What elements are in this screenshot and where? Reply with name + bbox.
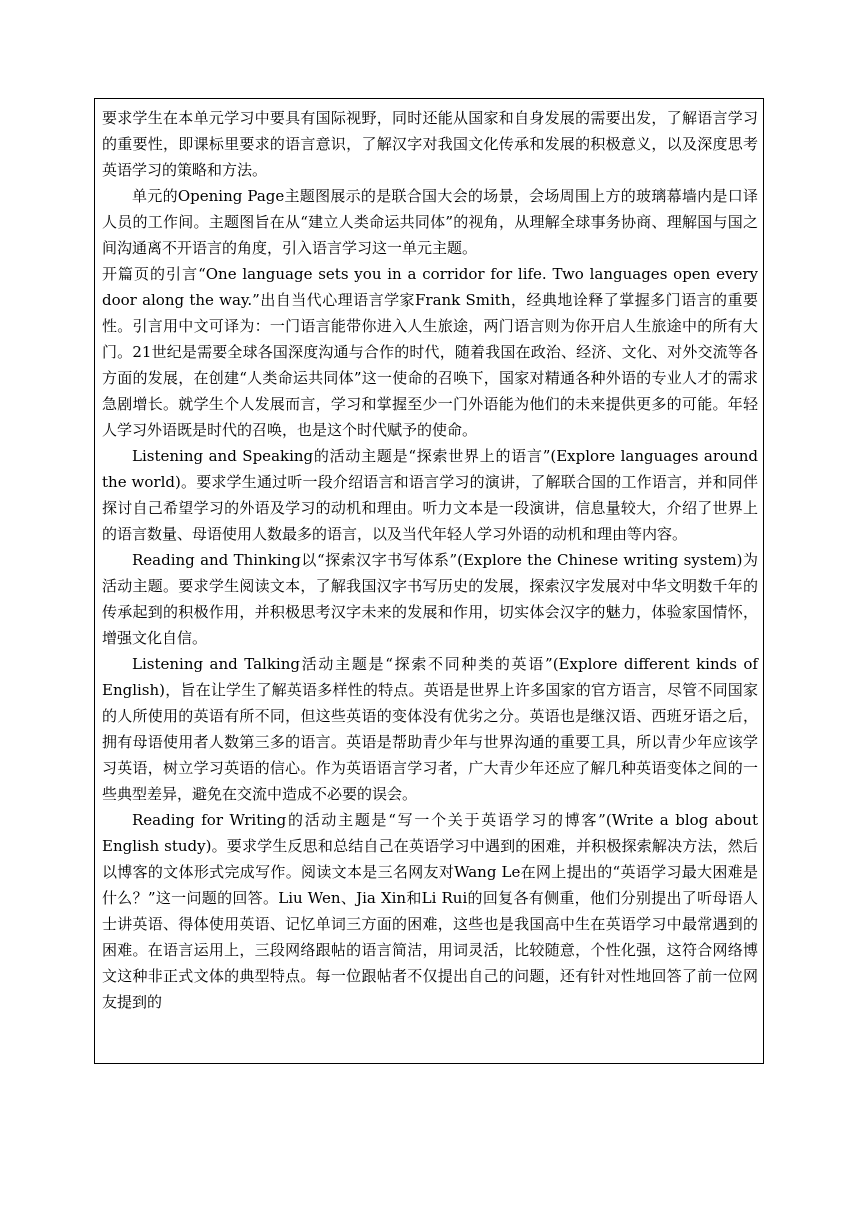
paragraph-opening-page: 单元的Opening Page主题图展示的是联合国大会的场景，会场周围上方的玻璃幕墙内是口译人员的工作间。主题图旨在从“建立人类命运共同体”的视角，从理解全球事务协商、理解国与国之间沟通离不开语言的角度，引入语言学习这一单元主题。 [102,187,758,257]
paragraph-reading-writing: Reading for Writing的活动主题是“写一个关于英语学习的博客”(Write a blog about English study)。要求学生反思和总结自己在英语学习中遇到的困难，并积极探索解决方法，然后以博客的文体形式完成写作。阅读文本是三名网友对Wang Le在网上提出的“英语学习最大困难是什么？”这一问题的回答。Liu Wen、Jia Xin和Li Rui的回复各有侧重，他们分别提出了听母语人士讲英语、得体使用英语、记忆单词三方面的困难，这些也是我国高中生在英语学习中最常遇到的困难。在语言运用上，三段网络跟帖的语言简洁，用词灵活，比较随意，个性化强，这符合网络博文这种非正式文体的典型特点。每一位跟帖者不仅提出自己的问题，还有针对性地回答了前一位网友提到的 [102,811,758,1011]
text-box-frame [94,98,764,1064]
paragraph-reading-thinking: Reading and Thinking以“探索汉字书写体系”(Explore the Chinese writing system)为活动主题。要求学生阅读文本，了解我国汉字书写历史的发展，探索汉字发展对中华文明数千年的传承起到的积极作用，并积极思考汉字未来的发展和作用，切实体会汉字的魅力，体验家国情怀，增强文化自信。 [102,551,758,647]
paragraph-listening-speaking: Listening and Speaking的活动主题是“探索世界上的语言”(Explore languages around the world)。要求学生通过听一段介绍语言和语言学习的演讲，了解联合国的工作语言，并和同伴探讨自己希望学习的外语及学习的动机和理由。听力文本是一段演讲，信息量较大，介绍了世界上的语言数量、母语使用人数最多的语言，以及当代年轻人学习外语的动机和理由等内容。 [102,447,758,543]
paragraph-intro: 要求学生在本单元学习中要具有国际视野，同时还能从国家和自身发展的需要出发，了解语言学习的重要性，即课标里要求的语言意识，了解汉字对我国文化传承和发展的积极意义，以及深度思考英语学习的策略和方法。 [102,109,758,179]
paragraph-quote: 开篇页的引言“One language sets you in a corridor for life. Two languages open every door along the way.”出自当代心理语言学家Frank Smith，经典地诠释了掌握多门语言的重要性。引言用中文可译为：一门语言能带你进入人生旅途，两门语言则为你开启人生旅途中的所有大门。21世纪是需要全球各国深度沟通与合作的时代，随着我国在政治、经济、文化、对外交流等各方面的发展，在创建“人类命运共同体”这一使命的召唤下，国家对精通各种外语的专业人才的需求急剧增长。就学生个人发展而言，学习和掌握至少一门外语能为他们的未来提供更多的可能。年轻人学习外语既是时代的召唤，也是这个时代赋予的使命。 [102,265,758,439]
document-body [102,105,758,1015]
paragraph-listening-talking: Listening and Talking活动主题是“探索不同种类的英语”(Explore different kinds of English)，旨在让学生了解英语多样性的特点。英语是世界上许多国家的官方语言，尽管不同国家的人所使用的英语有所不同，但这些英语的变体没有优劣之分。英语也是继汉语、西班牙语之后，拥有母语使用者人数第三多的语言。英语是帮助青少年与世界沟通的重要工具，所以青少年应该学习英语，树立学习英语的信心。作为英语语言学习者，广大青少年还应了解几种英语变体之间的一些典型差异，避免在交流中造成不必要的误会。 [102,655,758,803]
